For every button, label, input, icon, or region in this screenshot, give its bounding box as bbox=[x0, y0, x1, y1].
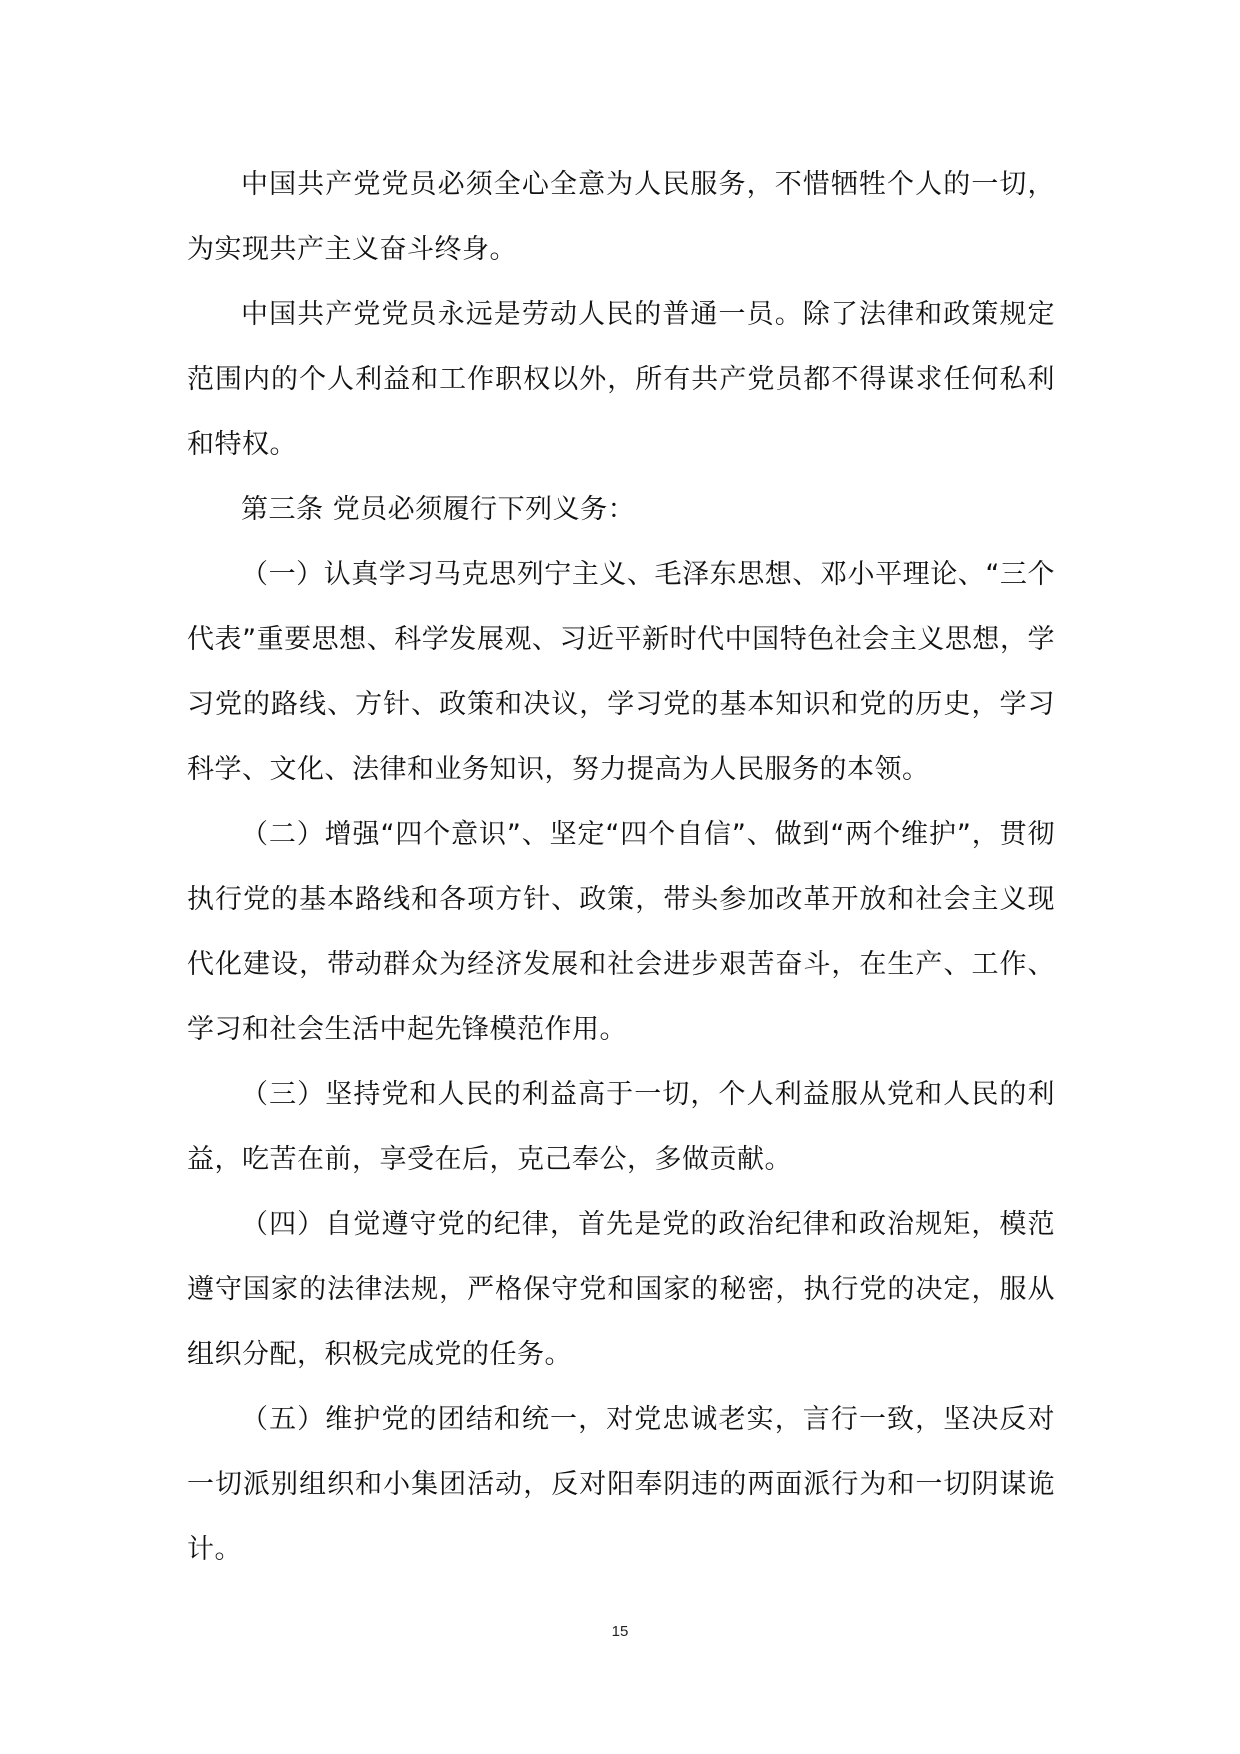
paragraph-duty-5: （五）维护党的团结和统一，对党忠诚老实，言行一致，坚决反对一切派别组织和小集团活动，反对阳奉阴违的两面派行为和一切阴谋诡计。 bbox=[187, 1404, 1055, 1565]
document-body bbox=[187, 152, 1055, 1582]
paragraph-duty-1: （一）认真学习马克思列宁主义、毛泽东思想、邓小平理论、“三个代表”重要思想、科学发展观、习近平新时代中国特色社会主义思想，学习党的路线、方针、政策和决议，学习党的基本知识和党的历史，学习科学、文化、法律和业务知识，努力提高为人民服务的本领。 bbox=[187, 559, 1055, 785]
paragraph-duty-4: （四）自觉遵守党的纪律，首先是党的政治纪律和政治规矩，模范遵守国家的法律法规，严格保守党和国家的秘密，执行党的决定，服从组织分配，积极完成党的任务。 bbox=[187, 1209, 1055, 1370]
paragraph-duty-2: （二）增强“四个意识”、坚定“四个自信”、做到“两个维护”，贯彻执行党的基本路线和各项方针、政策，带头参加改革开放和社会主义现代化建设，带动群众为经济发展和社会进步艰苦奋斗，在生产、工作、学习和社会生活中起先锋模范作用。 bbox=[187, 819, 1055, 1045]
paragraph-2: 中国共产党党员永远是劳动人民的普通一员。除了法律和政策规定范围内的个人利益和工作职权以外，所有共产党员都不得谋求任何私利和特权。 bbox=[187, 299, 1055, 460]
page-number: 15 bbox=[611, 1623, 629, 1640]
paragraph-article-3-heading: 第三条 党员必须履行下列义务： bbox=[241, 494, 636, 525]
paragraph-duty-3: （三）坚持党和人民的利益高于一切，个人利益服从党和人民的利益，吃苦在前，享受在后，克己奉公，多做贡献。 bbox=[187, 1079, 1055, 1175]
paragraph-1: 中国共产党党员必须全心全意为人民服务，不惜牺牲个人的一切，为实现共产主义奋斗终身。 bbox=[187, 169, 1055, 265]
